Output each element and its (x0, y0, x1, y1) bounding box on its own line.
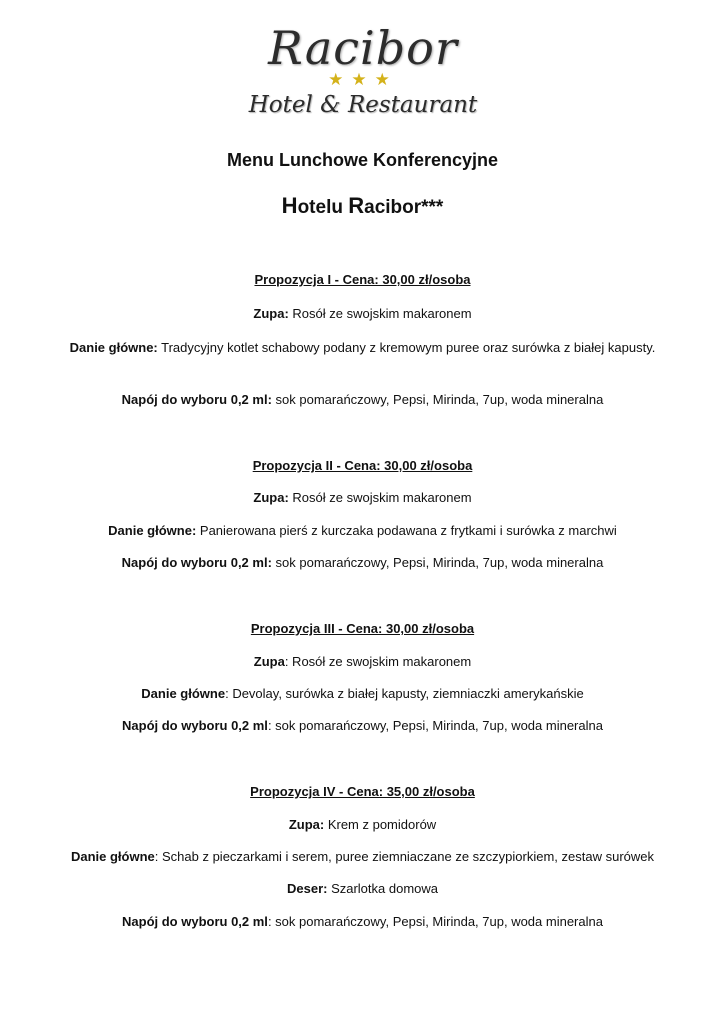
subtitle-cap-h: H (281, 193, 298, 218)
soup-label: Zupa: (288, 817, 325, 832)
drink-label: Napój do wyboru 0,2 ml (122, 718, 268, 733)
soup-label: Zupa: (253, 490, 289, 505)
soup-label: Zupa: (253, 306, 289, 321)
drink-label: Napój do wyboru 0,2 ml: (121, 555, 272, 570)
proposal-2-soup (40, 488, 685, 507)
proposal-2-main (40, 521, 685, 540)
hotel-logo (243, 20, 483, 130)
proposal-1-heading: Propozycja I - Cena: 30,00 zł/osoba (254, 272, 471, 287)
main-text: Tradycyjny kotlet schabowy podany z kremowym puree oraz surówka z białej kapusty. (157, 340, 656, 355)
proposal-4-drink (40, 912, 685, 931)
main-text: Panierowana pierś z kurczaka podawana z frytkami i surówka z marchwi (196, 523, 617, 538)
soup-text: Rosół ze swojskim makaronem (288, 490, 472, 505)
main-label: Danie główne: (69, 340, 158, 355)
soup-text: Rosół ze swojskim makaronem (288, 306, 472, 321)
page-subtitle (0, 193, 725, 221)
proposal-3-soup (40, 652, 685, 671)
drink-label: Napój do wyboru 0,2 ml (122, 914, 268, 929)
page-title: Menu Lunchowe Konferencyjne (226, 150, 499, 170)
proposal-4-main (40, 847, 685, 866)
proposal-2-drink (40, 553, 685, 572)
soup-text: : Rosół ze swojskim makaronem (284, 654, 472, 669)
drink-text: : sok pomarańczowy, Pepsi, Mirinda, 7up, woda mineralna (267, 718, 603, 733)
dessert-text: Szarlotka domowa (327, 881, 439, 896)
proposal-1-drink (40, 390, 685, 409)
proposal-4-heading: Propozycja IV - Cena: 35,00 zł/osoba (250, 784, 475, 799)
main-label: Danie główne: (108, 523, 197, 538)
main-text: : Devolay, surówka z białej kapusty, ziemniaczki amerykańskie (225, 686, 584, 701)
proposal-3-main (40, 684, 685, 703)
main-text: : Schab z pieczarkami i serem, puree ziemniaczane ze szczypiorkiem, zestaw surówek (154, 849, 655, 864)
dessert-label: Deser: (286, 881, 328, 896)
drink-text: sok pomarańczowy, Pepsi, Mirinda, 7up, woda mineralna (271, 555, 604, 570)
subtitle-part-1: otelu (297, 197, 349, 218)
subtitle-cap-r: R (348, 193, 365, 218)
proposal-2-heading: Propozycja II - Cena: 30,00 zł/osoba (252, 458, 473, 473)
proposal-4-dessert (40, 879, 685, 898)
main-label: Danie główne (141, 686, 226, 701)
logo-name: Racibor (268, 21, 458, 75)
main-label: Danie główne (70, 849, 155, 864)
drink-text: sok pomarańczowy, Pepsi, Mirinda, 7up, woda mineralna (271, 392, 604, 407)
drink-label: Napój do wyboru 0,2 ml: (121, 392, 272, 407)
proposal-3-heading: Propozycja III - Cena: 30,00 zł/osoba (250, 621, 475, 636)
drink-text: : sok pomarańczowy, Pepsi, Mirinda, 7up, woda mineralna (267, 914, 603, 929)
logo-subtitle: Hotel & Restaurant (248, 92, 478, 118)
proposal-1-main (40, 338, 685, 357)
logo-stars: ★★★ (328, 70, 398, 90)
soup-label: Zupa (253, 654, 285, 669)
proposal-4-soup (40, 815, 685, 834)
subtitle-part-2: acibor*** (364, 197, 444, 218)
soup-text: Krem z pomidorów (324, 817, 437, 832)
proposal-3-drink (40, 716, 685, 735)
proposal-1-soup (40, 304, 685, 323)
